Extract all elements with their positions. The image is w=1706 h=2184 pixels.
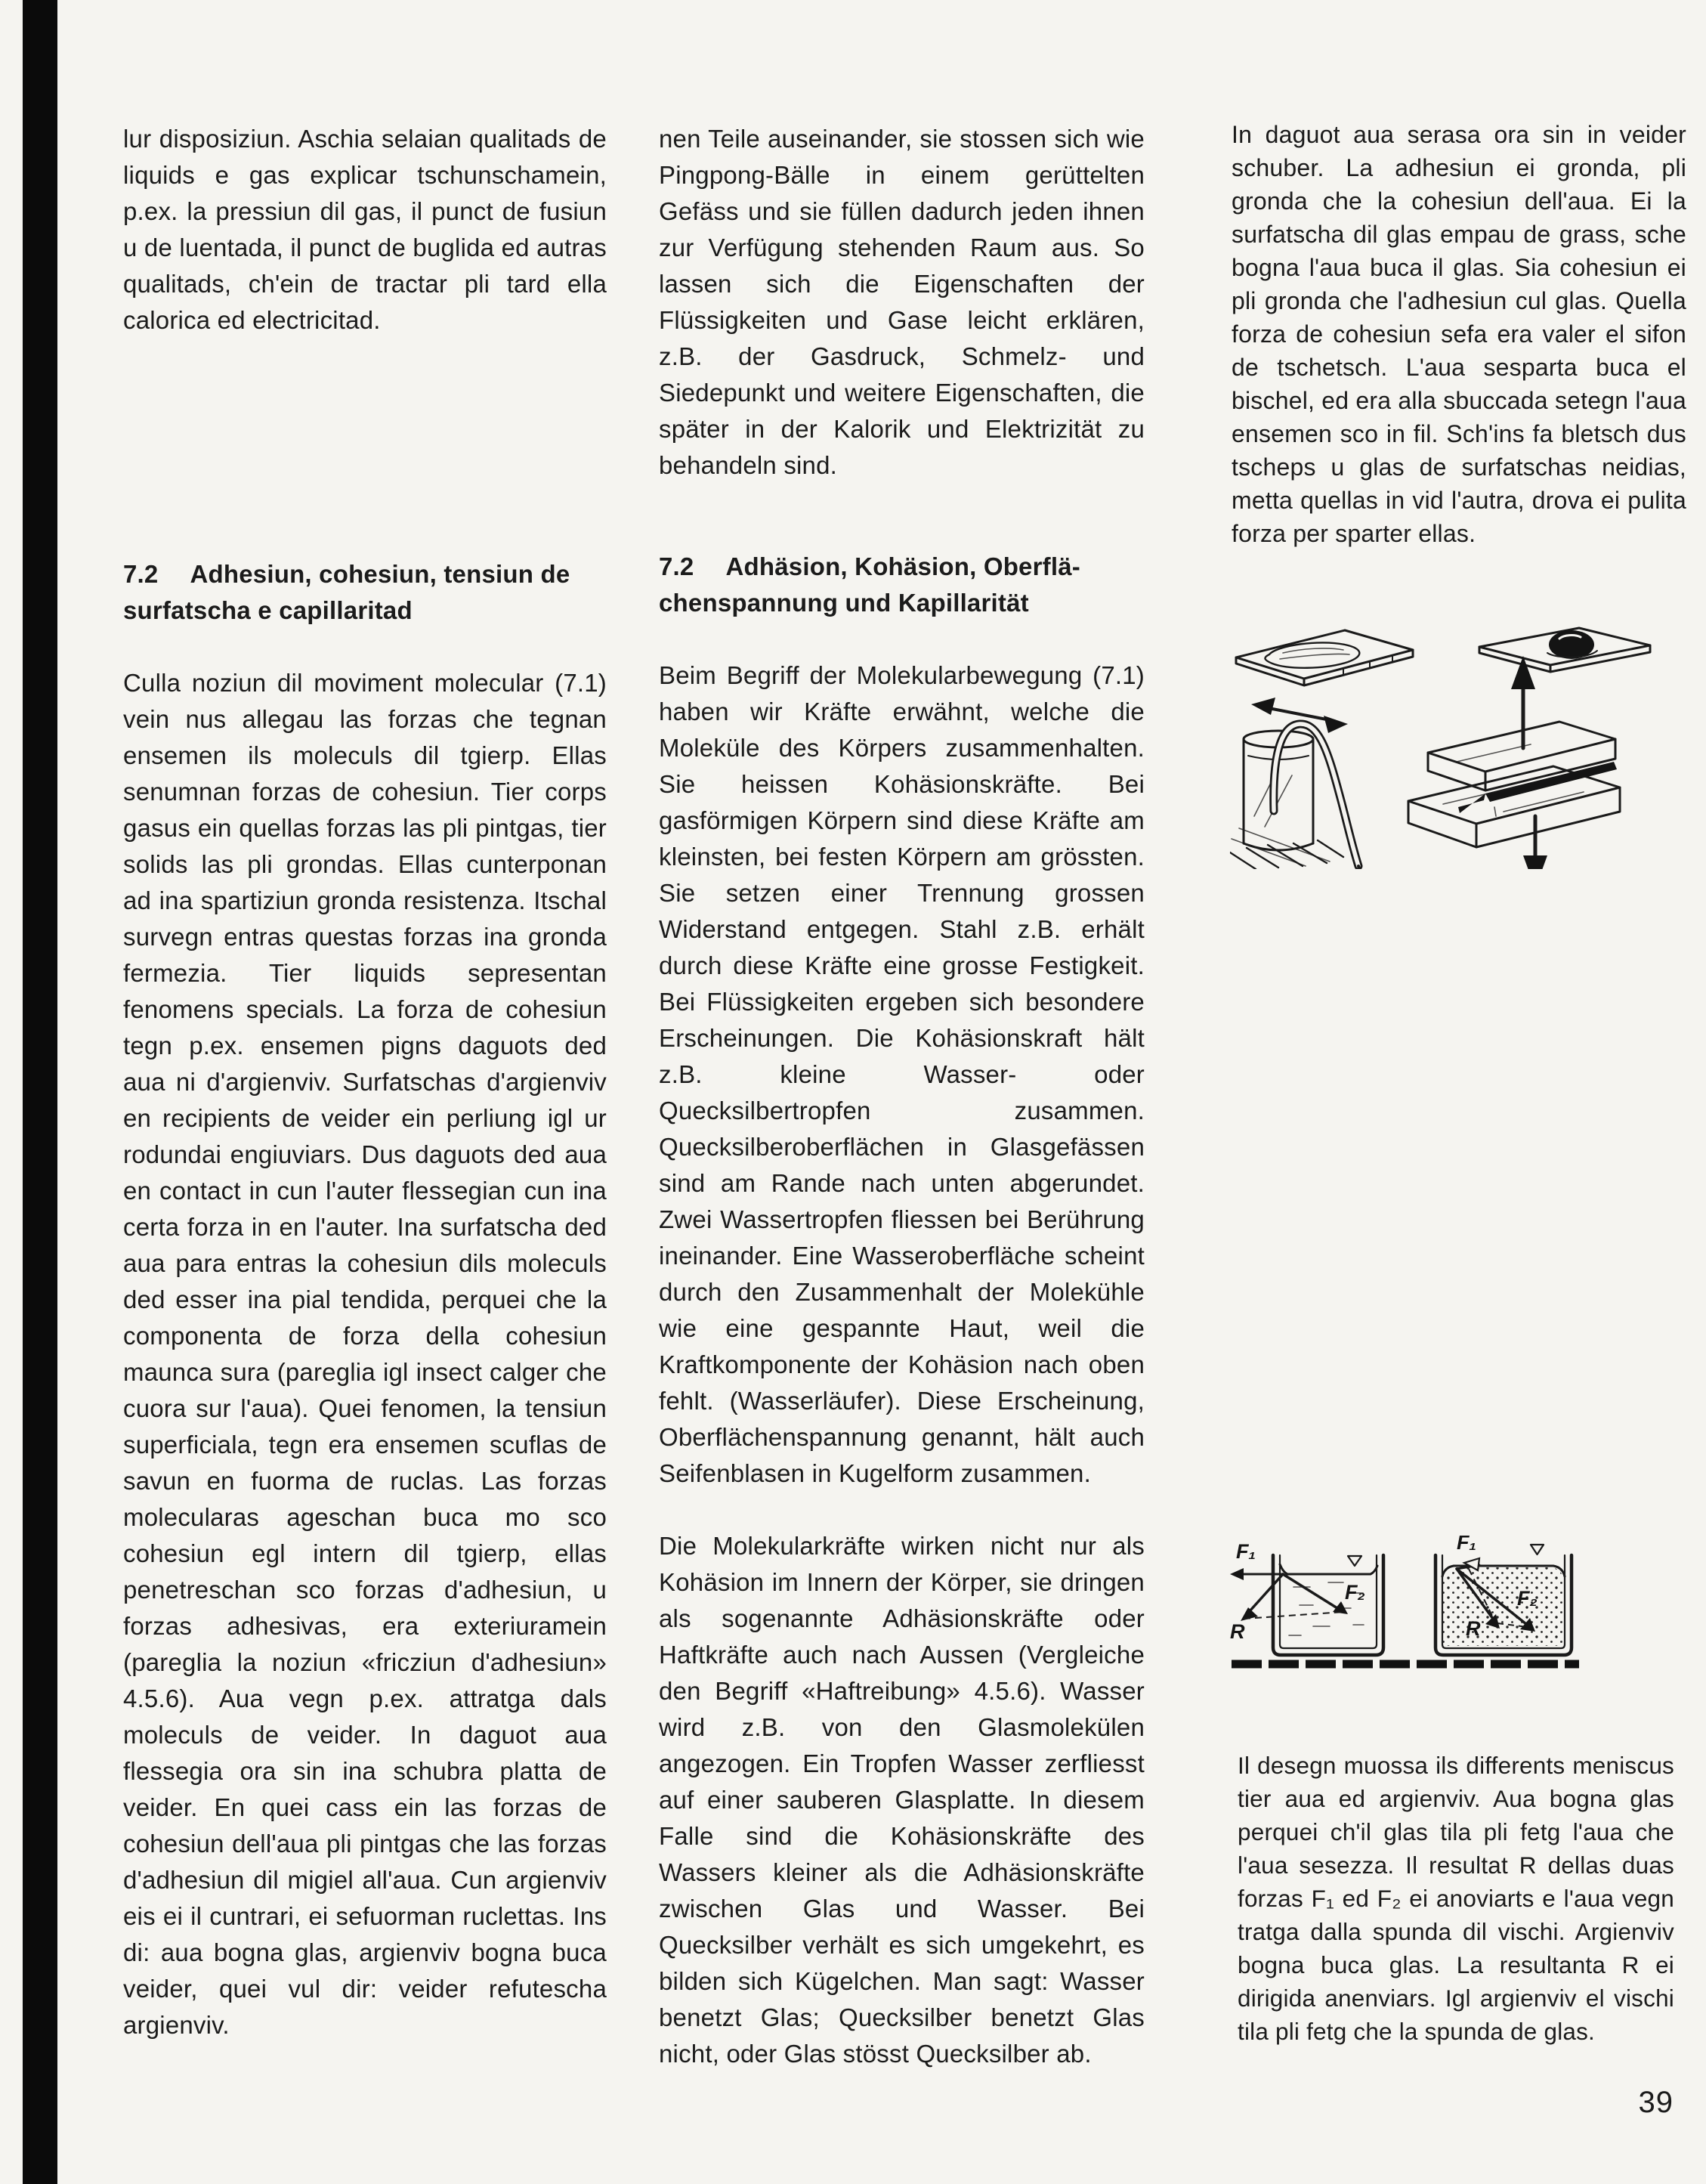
force-label-f2: F₂ bbox=[1345, 1581, 1365, 1604]
section-body: Culla noziun dil moviment molecular (7.1) vein nus allegau las forzas che tegnan ensemen ils moleculs dil tgierp. Ellas senumnan forzas de cohesiun. Tier corps gasus ein quellas forzas las pli pintgas, tier solids las pli grondas. Ellas cunterponan ad ina spartiziun gronda resistenza. Itschal survegn entras questas forzas ina gronda fermezia. Tier liquids sepresentan fenomens specials. La forza de cohesiun tegn p.ex. ensemen pigns daguots ded aua ni d'argienviv. Surfatschas d'argienviv en recipients de veider ein perliung igl ur rodundai engiuviars. Dus daguots ded aua en contact in cun l'auter flessegian cun ina certa forza in en l'auter. Ina surfatscha ded aua para entras la cohesiun dils moleculs ded esser ina pial tendida, perquei che la componenta de forza della cohesiun maunca sura (pareglia igl insect calger che cuora sur l'aua). Quei fenomen, la tensiun superficiala, tegn era ensemen scuflas de savun en fuorma de ruclas. Las forzas molecularas ageschan buca mo sco cohesiun egl intern dil tgierp, ellas penetreschan sco forzas d'adhesiun, u forzas adhesivas, era exteriuramein (pareglia la noziun «fricziun d'adhesiun» 4.5.6). Aua vegn p.ex. attratga dals moleculs de veider. In daguot aua flessegia ora sin ina schubra platta de veider. En quei cass ein las forzas de cohesiun dell'aua pli pintgas che las forzas d'adhesiun dil migiel all'aua. Cun argienviv eis ei il cuntrari, ei sefuorman ruclettas. Ins di: aua bogna glas, argienviv bogna buca veider, quei vul dir: veider refutescha argienviv. bbox=[123, 669, 607, 2039]
force-r-arrow-water bbox=[1230, 1574, 1283, 1643]
scan-edge-bar bbox=[23, 0, 57, 2184]
section-body-part2: Die Molekularkräfte wirken nicht nur als Kohäsion im Innern der Körper, sie dringen als sogenannte Adhäsionskräfte oder Haftkräfte auch nach Aussen (Vergleiche den Begriff «Haftreibung» 4.5.6). Wasser wird z.B. von den Glasmolekülen angezogen. Ein Tropfen Wasser zerfliesst auf einer sauberen Glasplatte. In diesem Falle sind die Kohäsionskräfte des Wassers kleiner als die Adhäsionskräfte zwischen Glas und Wasser. Bei Quecksilber verhält es sich umgekehrt, es bilden sich Kügelchen. Man sagt: Wasser benetzt Glas; Quecksilber benetzt Glas nicht, oder Glas stösst Quecksilber ab. bbox=[659, 1532, 1145, 2068]
figure-meniscus-forces bbox=[1230, 1536, 1676, 1676]
figure-adhesion-cohesion-experiments bbox=[1230, 626, 1692, 869]
column-middle-german bbox=[659, 85, 1145, 2108]
paragraph-continuation: lur disposiziun. Aschia selaian qualitads de liquids e gas explicar tschunschamein, p.ex. la pressiun dil gas, il punct de fusiun u de luentada, il punct de buglida ed autras qualitads, ch'ein de tractar pli tard ella calorica ed electricitad. bbox=[123, 125, 607, 334]
water-level-marker bbox=[1348, 1556, 1361, 1566]
force-label-r: R bbox=[1466, 1617, 1481, 1640]
force-label-f1: F₁ bbox=[1457, 1536, 1476, 1554]
parallelogram-dashed-line bbox=[1244, 1612, 1343, 1619]
glass-plate-mercury-drop bbox=[1479, 628, 1650, 672]
force-label-f1: F₁ bbox=[1236, 1540, 1256, 1563]
glass-blocks-pulled-apart bbox=[1408, 656, 1620, 869]
column-left-romansh bbox=[123, 85, 607, 2080]
force-label-r: R bbox=[1230, 1620, 1245, 1643]
mercury-vessel-diagram bbox=[1436, 1536, 1572, 1655]
column-right-romansh bbox=[1232, 85, 1686, 583]
figure-caption: Il desegn muossa ils differents meniscus tier aua ed argienviv. Aua bogna glas perquei ch'il glas tila pli fetg l'aua che l'aua sesezza. Il resultat R dellas duas forzas F₁ ed F₂ ei anoviarts e l'aua vegn tratga dalla spunda dil vischi. Argienviv bogna buca glas. La resultanta R ei dirigida anenviars. Igl argienviv el vischi tila pli fetg che la spunda de glas. bbox=[1238, 1751, 1674, 2045]
beaker-with-siphon bbox=[1230, 698, 1364, 869]
section-title: Adhäsion, Kohäsion, Oberflächenspannung und Kapillarität bbox=[659, 552, 1080, 617]
force-f2-arrow-water bbox=[1283, 1574, 1365, 1614]
page-number: 39 bbox=[1638, 2086, 1674, 2119]
pull-up-arrow bbox=[1511, 656, 1535, 748]
force-label-f2: F₂ bbox=[1517, 1587, 1538, 1610]
section-number: 7.2 bbox=[659, 552, 694, 580]
pull-down-arrow bbox=[1523, 816, 1547, 869]
section-heading-german bbox=[659, 549, 1145, 621]
paragraph-continuation: In daguot aua serasa ora sin in veider schuber. La adhesiun ei gronda, pli gronda che la cohesiun dell'aua. Ei la surfatscha dil glas empau de grass, sche bogna l'aua buca il glas. Sia cohesiun ei pli gronda che l'adhesiun cul glas. Quella forza de cohesiun sefa era valer el sifon de tschetsch. L'aua sesparta buca el bischel, ed era alla sbuccada setegn l'aua ensemen sco in fil. Sch'ins fa bletsch dus tscheps u glas de surfatschas neidias, metta quellas in vid l'autra, drova ei pulita forza per sparter ellas. bbox=[1232, 121, 1686, 547]
section-number: 7.2 bbox=[123, 560, 159, 588]
water-vessel-diagram bbox=[1230, 1540, 1383, 1655]
paragraph-continuation: nen Teile auseinander, sie stossen sich wie Pingpong-Bälle in einem gerüttelten Gefäss und sie füllen dadurch jeden ihnen zur Verfügung stehenden Raum aus. So lassen sich die Eigenschaften der Flüssigkeiten und Gase leicht erklären, z.B. der Gasdruck, Schmelz- und Siedepunkt und weitere Eigenschaften, die später in der Kalorik und Elektrizität zu behandeln sind. bbox=[659, 125, 1145, 479]
glass-plate-water-drop bbox=[1236, 630, 1413, 685]
section-heading-romansh bbox=[123, 556, 607, 629]
section-body-part1: Beim Begriff der Molekularbewegung (7.1) haben wir Kräfte erwähnt, welche die Moleküle des Körpers zusammenhalten. Sie heissen Kohäsionskräfte. Bei gasförmigen Körpern sind diese Kräfte am kleinsten, bei festen Körpern am grössten. Sie setzen einer Trennung grossen Widerstand entgegen. Stahl z.B. erhält durch diese Kräfte eine grosse Festigkeit. Bei Flüssigkeiten ergeben sich besondere Erscheinungen. Die Kohäsionskraft hält z.B. kleine Wasser- oder Quecksilbertropfen zusammen. Quecksilberoberflächen in Glasgefässen sind am Rande nach unten abgerundet. Zwei Wassertropfen fliessen bei Berührung ineinander. Eine Wasseroberfläche scheint durch den Zusammenhalt der Molekühle wie eine gespannte Haut, weil die Kraftkomponente der Kohäsion nach oben fehlt. (Wasserläufer). Diese Erscheinung, Oberflächenspannung genannt, hält auch Seifenblasen in Kugelform zusammen. bbox=[659, 661, 1145, 1487]
mercury-level-marker bbox=[1531, 1545, 1544, 1554]
section-title: Adhesiun, cohesiun, tensiun de surfatscha e capillaritad bbox=[123, 560, 570, 624]
force-f1-arrow-water bbox=[1230, 1540, 1283, 1580]
